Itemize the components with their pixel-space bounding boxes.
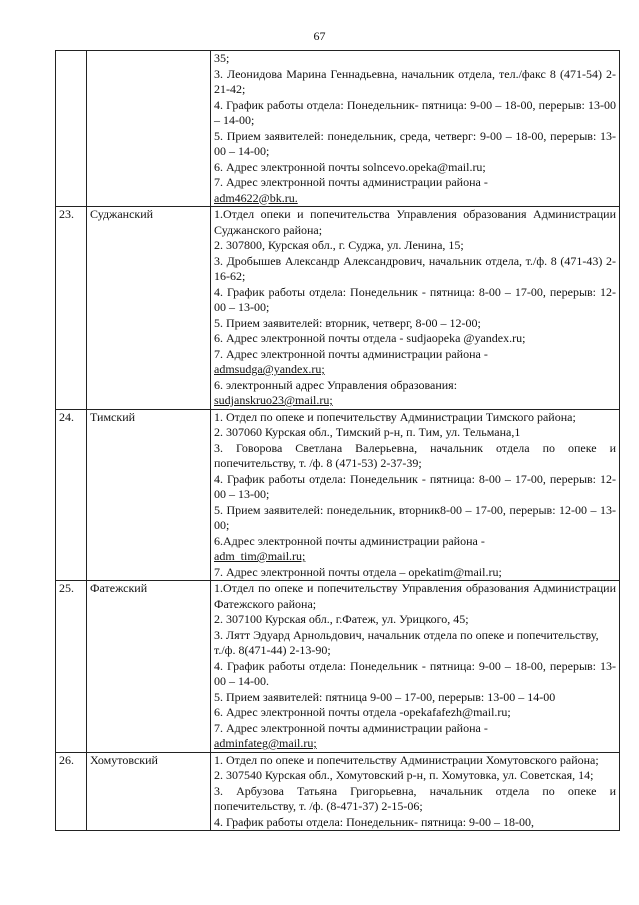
admin-email-link[interactable]: adm4622@bk.ru. [214, 190, 298, 205]
head-line: 3. Дробышев Александр Александрович, начальник отдела, т./ф. 8 (471-43) 2-16-62; [214, 253, 616, 283]
info-line: 35; [214, 51, 230, 65]
row-number: 26. [56, 752, 87, 831]
district-name: Суджанский [87, 207, 211, 410]
district-name: Хомутовский [87, 752, 211, 831]
table-row [56, 581, 620, 753]
table-row [56, 409, 620, 581]
address-line: 2. 307540 Курская обл., Хомутовский р-н, п. Хомутовка, ул. Советская, 14; [214, 768, 594, 782]
district-name: Тимский [87, 409, 211, 581]
district-name: Фатежский [87, 581, 211, 753]
department-email-line: 6. Адрес электронной почты отдела -opekafafezh@mail.ru; [214, 705, 511, 719]
department-email-line: 6. Адрес электронной почты отдела - sudjaopeka @yandex.ru; [214, 331, 526, 345]
address-line: 2. 307100 Курская обл., г.Фатеж, ул. Урицкого, 45; [214, 612, 469, 626]
education-email-label: 6. электронный адрес Управления образования: [214, 377, 458, 392]
schedule-line: 4. График работы отдела: Понедельник - пятница: 9-00 – 18-00, перерыв: 13-00 – 14-00. [214, 658, 616, 688]
admin-email-label: 7. Адрес электронной почты администрации района - [214, 346, 488, 361]
department-email-line: 6. Адрес электронной почты solncevo.opeka@mail.ru; [214, 159, 486, 174]
department-info [211, 581, 620, 753]
department-info [211, 207, 620, 410]
schedule-line: 4. График работы отдела: Понедельник- пятница: 9-00 – 18-00, [214, 814, 535, 829]
reception-line: 5. Прием заявителей: вторник, четверг, 8-00 – 12-00; [214, 315, 481, 330]
admin-email-link[interactable]: admsudga@yandex.ru; [214, 362, 325, 376]
schedule-line: 4. График работы отдела: Понедельник- пятница: 9-00 – 18-00, перерыв: 13-00 – 14-00; [214, 97, 616, 127]
department-email-line: 7. Адрес электронной почты отдела – opekatim@mail.ru; [214, 564, 502, 579]
head-line: 3. Леонидова Марина Геннадьевна, начальник отдела, тел./факс 8 (471-54) 2-21-42; [214, 66, 616, 96]
table-row [56, 752, 620, 831]
admin-email-link[interactable]: adm_tim@mail.ru; [214, 549, 306, 563]
department-info [211, 409, 620, 581]
reception-line: 5. Прием заявителей: понедельник, вторник8-00 – 17-00, перерыв: 12-00 – 13-00; [214, 502, 616, 532]
schedule-line: 4. График работы отдела: Понедельник - пятница: 8-00 – 17-00, перерыв: 12-00 – 13-00; [214, 284, 616, 314]
reception-line: 5. Прием заявителей: пятница 9-00 – 17-00, перерыв: 13-00 – 14-00 [214, 689, 556, 704]
admin-email-link[interactable]: adminfateg@mail.ru; [214, 736, 317, 750]
education-email-link[interactable]: sudjanskruo23@mail.ru; [214, 393, 333, 407]
phone-line: т./ф. 8(471-44) 2-13-90; [214, 643, 331, 657]
table-row [56, 207, 620, 410]
head-line: 3. Арбузова Татьяна Григорьевна, начальник отдела по опеке и попечительству, т. /ф. (8-471-37) 2-15-06; [214, 783, 616, 813]
department-name-line: 1. Отдел по опеке и попечительству Администрации Хомутовского района; [214, 752, 599, 767]
guardianship-departments-table [55, 50, 620, 831]
department-name-line: 1. Отдел по опеке и попечительству Администрации Тимского района; [214, 409, 576, 424]
address-line: 2. 307060 Курская обл., Тимский р-н, п. Тим, ул. Тельмана,1 [214, 425, 521, 439]
head-line: 3. Говорова Светлана Валерьевна, начальник отдела по опеке и попечительству, т. /ф. 8 (471-53) 2-37-39; [214, 440, 616, 470]
row-number: 23. [56, 207, 87, 410]
department-name-line: 1.Отдел опеки и попечительства Управления образования Администрации Суджанского района; [214, 207, 616, 237]
address-line: 2. 307800, Курская обл., г. Суджа, ул. Ленина, 15; [214, 238, 464, 252]
reception-line: 5. Прием заявителей: понедельник, среда, четверг: 9-00 – 18-00, перерыв: 13-00 – 14-00; [214, 128, 616, 158]
page-number: 67 [313, 29, 326, 43]
department-info [211, 752, 620, 831]
row-number: 25. [56, 581, 87, 753]
admin-email-label: 7. Адрес электронной почты администрации района - [214, 175, 488, 189]
head-line: 3. Лятт Эдуард Арнольдович, начальник отдела по опеке и попечительству, [214, 627, 599, 642]
department-name-line: 1.Отдел по опеке и попечительству Управления образования Администрации Фатежского района; [214, 581, 616, 611]
admin-email-label: 6.Адрес электронной почты администрации района - [214, 533, 485, 548]
table-row [56, 51, 620, 207]
row-number [56, 51, 87, 207]
district-name [87, 51, 211, 207]
row-number: 24. [56, 409, 87, 581]
admin-email-label: 7. Адрес электронной почты администрации района - [214, 720, 488, 735]
schedule-line: 4. График работы отдела: Понедельник - пятница: 8-00 – 17-00, перерыв: 12-00 – 13-00; [214, 471, 616, 501]
department-info [211, 51, 620, 207]
